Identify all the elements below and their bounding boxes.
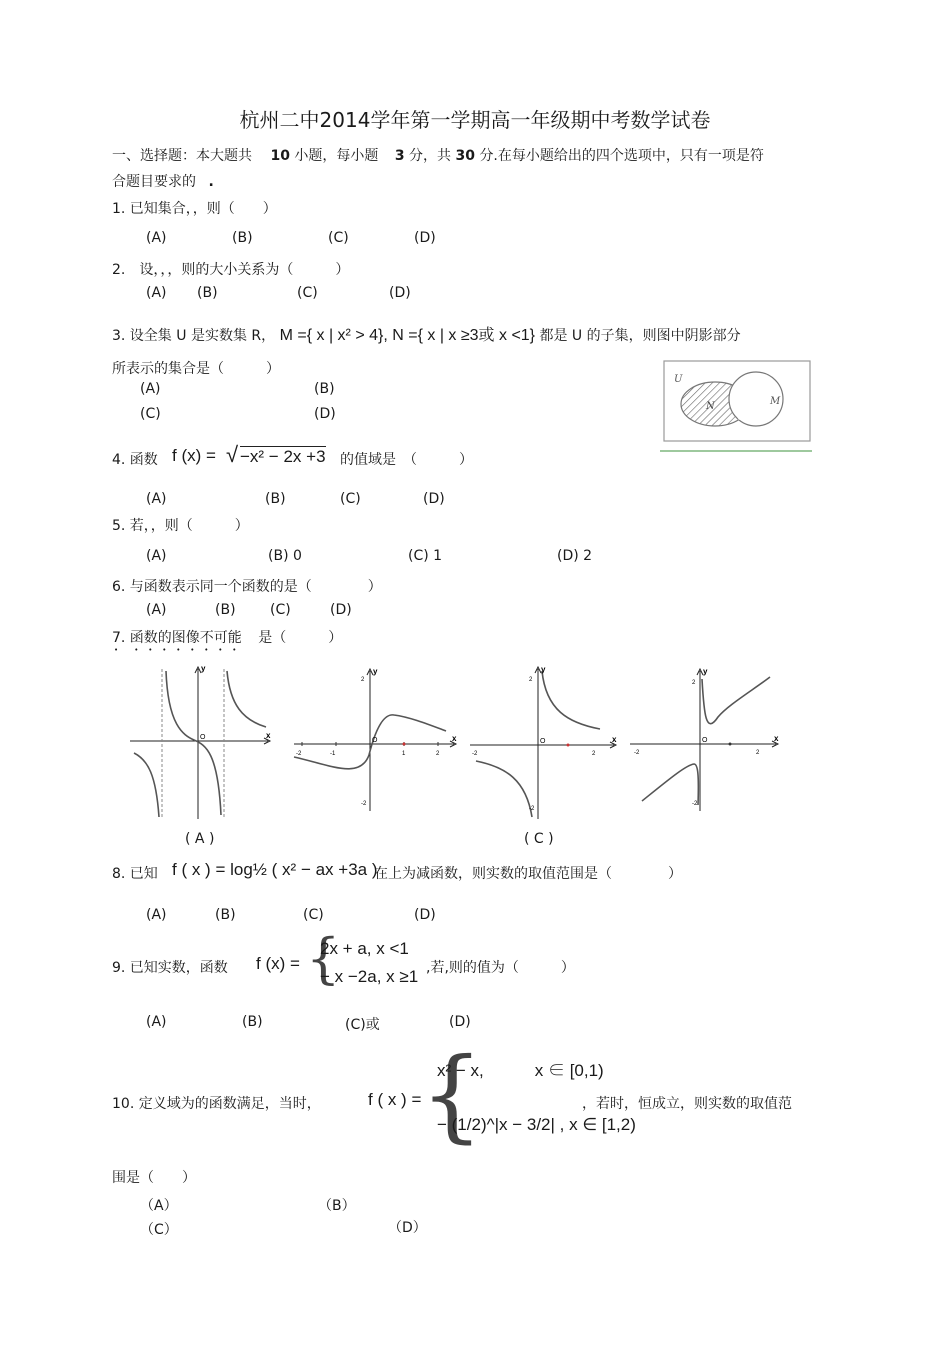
q10-option-d[interactable]: （D） [388, 1220, 427, 1236]
graph-a [128, 665, 272, 821]
graph-b-origin: O [372, 737, 378, 744]
graph-d-tick-yneg2: -2 [692, 801, 698, 807]
q3-stem-b: 都是 U 的子集，则图中阴影部分 [539, 328, 741, 344]
graph-b-tick-neg2: -2 [296, 751, 302, 757]
section-intro-b: 小题，每小题 [294, 148, 379, 164]
q6-stem: 6. 与函数表示同一个函数的是（ ） [112, 579, 382, 595]
section-intro-c: 分，共 [409, 148, 452, 164]
q9-option-a[interactable]: (A) [146, 1014, 167, 1030]
q5-option-d[interactable]: (D) 2 [557, 548, 593, 564]
page-title: 杭州二中2014学年第一学期高一年级期中考数学试卷 [239, 108, 711, 132]
graph-b-y-label: y [373, 667, 378, 676]
q3-option-d[interactable]: (D) [314, 406, 336, 422]
q9-brace: { [306, 927, 341, 990]
q10-option-a[interactable]: （A） [140, 1198, 178, 1214]
total-points: 30 [455, 148, 475, 164]
q8-option-d[interactable]: (D) [414, 907, 436, 923]
graph-b-tick-y2: 2 [361, 677, 365, 683]
graph-b [290, 665, 460, 815]
sqrt-sign: √ [226, 442, 239, 467]
q2-option-d[interactable]: (D) [389, 285, 411, 301]
q10-option-b[interactable]: （B） [318, 1198, 356, 1214]
section-intro-dot: . [208, 174, 214, 190]
q9-case-2: − x −2a, x ≥1 [320, 967, 419, 986]
q10-case-2: − (1/2)^|x − 3/2| , x ∈ [1,2) [437, 1115, 636, 1134]
q9-case-1: 2x + a, x <1 [320, 939, 409, 958]
q5-option-b[interactable]: (B) 0 [268, 548, 302, 564]
points-per-question: 3 [394, 148, 405, 164]
q4-fx: f (x) = [172, 446, 216, 465]
graph-a-x-label: x [266, 731, 271, 740]
q2-option-c[interactable]: (C) [297, 285, 318, 301]
q5-option-a[interactable]: (A) [146, 548, 167, 564]
q4-stem-b: 的值域是 （ ） [340, 452, 473, 468]
q3-stem-c: 所表示的集合是（ ） [112, 361, 280, 377]
q10-case-1: x² − x, x ∈ [0,1) [437, 1061, 604, 1080]
graph-b-tick-2: 2 [436, 751, 440, 757]
graph-c-tick-yneg2: -2 [529, 806, 535, 812]
q8-option-b[interactable]: (B) [215, 907, 236, 923]
q4-radicand: −x² − 2x +3 [240, 447, 326, 466]
q3-stem-a: 3. 设全集 U 是实数集 R， [112, 328, 276, 344]
q8-stem-b: 在上为减函数，则实数的取值范围是（ ） [374, 866, 682, 882]
q8-option-a[interactable]: (A) [146, 907, 167, 923]
q9-option-c[interactable]: (C)或 [345, 1017, 380, 1033]
section-intro-a: 一、选择题：本大题共 [112, 148, 252, 164]
q10-stem-a: 10. 定义域为的函数满足，当时， [112, 1096, 321, 1112]
q4-option-b[interactable]: (B) [265, 491, 286, 507]
graph-c-tick-y2: 2 [529, 677, 533, 683]
graph-a-y-label: y [201, 664, 206, 673]
q4-option-a[interactable]: (A) [146, 491, 167, 507]
q2-option-a[interactable]: (A) [146, 285, 167, 301]
q3-option-c[interactable]: (C) [140, 406, 161, 422]
q7-stem [112, 627, 342, 654]
graph-d [628, 665, 780, 821]
q1-stem: 1. 已知集合，，则（ ） [112, 201, 277, 217]
venn-label-m: M [770, 396, 781, 407]
q6-option-b[interactable]: (B) [215, 602, 236, 618]
q5-option-c[interactable]: (C) 1 [408, 548, 443, 564]
q8-stem-a: 8. 已知 [112, 866, 158, 882]
q6-option-c[interactable]: (C) [270, 602, 291, 618]
graph-label-a[interactable]: ( A ) [185, 831, 215, 847]
graph-d-x-label: x [774, 734, 779, 743]
q1-option-a[interactable]: (A) [146, 230, 167, 246]
q4-option-d[interactable]: (D) [423, 491, 445, 507]
graph-c-x-label: x [612, 735, 617, 744]
q9-option-b[interactable]: (B) [242, 1014, 263, 1030]
graph-c-y-label: y [541, 665, 546, 674]
q9-option-d[interactable]: (D) [449, 1014, 471, 1030]
graph-b-x-label: x [452, 734, 457, 743]
q7-stem-a: 7. 函数的图像不可能 [112, 630, 242, 646]
graph-label-c[interactable]: ( C ) [524, 831, 554, 847]
q1-option-b[interactable]: (B) [232, 230, 253, 246]
q4-option-c[interactable]: (C) [340, 491, 361, 507]
q10-fx: f ( x ) = [368, 1090, 422, 1109]
q10-stem-b: ，若时，恒成立，则实数的取值范 [582, 1096, 792, 1112]
q8-option-c[interactable]: (C) [303, 907, 324, 923]
q3-stem [112, 322, 741, 345]
q2-stem: 2. 设，，，则的大小关系为（ ） [112, 262, 350, 278]
q5-stem: 5. 若，，则（ ） [112, 518, 249, 534]
graph-c-tick-2: 2 [592, 751, 596, 757]
q10-stem-c: 围是（ ） [112, 1170, 196, 1186]
q1-option-d[interactable]: (D) [414, 230, 436, 246]
q3-option-a[interactable]: (A) [140, 381, 161, 397]
q4-stem-a: 4. 函数 [112, 452, 158, 468]
graph-d-tick-neg2: -2 [634, 750, 640, 756]
q1-option-c[interactable]: (C) [328, 230, 349, 246]
q10-brace: { [420, 1036, 484, 1153]
graph-b-tick-neg1: -1 [330, 751, 336, 757]
venn-label-u: U [674, 374, 683, 385]
graph-c-tick-neg2: -2 [472, 751, 478, 757]
q3-sets-formula: M ={ x | x² > 4}, N ={ x | x ≥3或 x <1} [279, 327, 536, 344]
venn-label-n: N [706, 401, 715, 412]
graph-c-origin: O [540, 738, 546, 745]
graph-d-origin: O [702, 737, 708, 744]
q2-option-b[interactable]: (B) [197, 285, 218, 301]
graph-d-y-label: y [703, 667, 708, 676]
graph-c [468, 665, 618, 821]
graph-d-tick-2: 2 [756, 750, 760, 756]
q9-fx: f (x) = [256, 954, 300, 973]
graph-d-tick-y2: 2 [692, 680, 696, 686]
section-intro-d: 分.在每小题给出的四个选项中，只有一项是符 [479, 148, 764, 164]
section-intro-line2 [112, 171, 214, 191]
q6-option-a[interactable]: (A) [146, 602, 167, 618]
q9-stem-a: 9. 已知实数，函数 [112, 960, 228, 976]
q8-formula: f ( x ) = log½ ( x² − ax +3a ) [172, 860, 378, 879]
venn-diagram [660, 357, 812, 453]
section-intro [112, 145, 764, 165]
q6-option-d[interactable]: (D) [330, 602, 352, 618]
graph-b-tick-1: 1 [402, 751, 406, 757]
q9-stem-b: ,若,则的值为（ ） [426, 960, 575, 976]
q3-option-b[interactable]: (B) [314, 381, 335, 397]
q10-option-c[interactable]: （C） [140, 1222, 178, 1238]
section-intro-e: 合题目要求的 [112, 174, 196, 190]
q7-stem-b: 是（ ） [258, 630, 343, 646]
graph-a-origin: O [200, 734, 206, 741]
graph-b-tick-yneg2: -2 [361, 801, 367, 807]
question-count: 10 [270, 148, 290, 164]
